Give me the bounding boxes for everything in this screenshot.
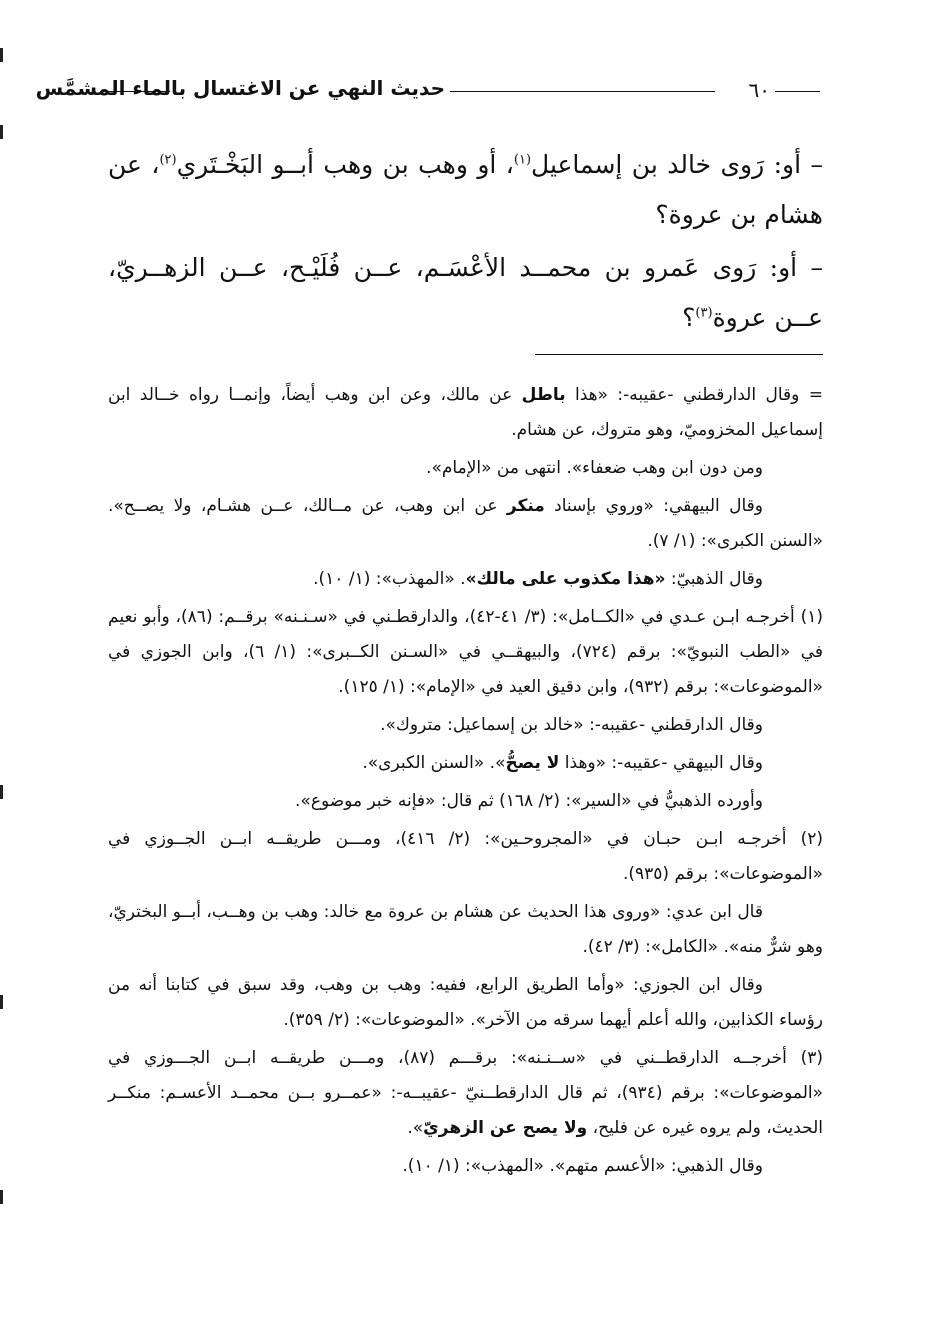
text-run: ». «السنن الكبرى». [362, 753, 506, 773]
text-run: وقال الذهبيّ: [665, 569, 763, 589]
bold-text: «هذا مكذوب على مالك» [465, 569, 666, 589]
text-run: = وقال الدارقطني -عقيبه-: «هذا [565, 385, 823, 405]
main-paragraph [108, 140, 823, 240]
text-run: ؟ [682, 303, 696, 332]
main-paragraph [108, 243, 823, 343]
text-run: – أو: رَوى خالد بن إسماعيل [531, 150, 824, 179]
footnote-paragraph: (١) أخرجـه ابـن عـدي في «الكــامل»: (٣/ ٤١-٤٢)، والدارقطـني في «سـنـنه» برقــم: (٨٦)، وأبو نعيم في «الطب النبويّ»: برقم (٧٢٤)، والبيهقــي في «السـنن الكــبرى»: (١/ ٦)، وابن الجوزي في «الموضوعات»: برقم (٩٣٢)، وابن دقيق العيد في «الإمام»: (١/ ١٢٥). [108, 607, 824, 697]
bold-text: ولا يصح عن الزهريّ [423, 1118, 588, 1138]
header-rule [450, 91, 715, 92]
footnote-paragraph [108, 746, 823, 781]
page-number: ٦٠ [748, 78, 770, 102]
text-run: – أو: رَوى عَمرو بن محمــد الأعْسَـم، عــن فُلَيْـح، عــن الزهــريّ، عــن عروة [108, 253, 823, 332]
footnote-paragraph [108, 1041, 823, 1146]
running-title: حديث النهي عن الاغتسال بالماء المشمَّس [35, 76, 445, 100]
footnote-separator [535, 354, 823, 355]
main-text [108, 140, 823, 346]
scan-edge-mark [0, 125, 3, 139]
running-header [35, 66, 830, 116]
text-run: . «المهذب»: (١/ ١٠). [313, 569, 466, 589]
text-run: ، عن هشام بن عروة؟ [108, 150, 823, 229]
footnote-paragraph: ومن دون ابن وهب ضعفاء». انتهى من «الإمام». [426, 458, 763, 478]
footnote-paragraph [108, 562, 823, 597]
footnote-paragraph [108, 489, 823, 559]
scan-edge-mark [0, 48, 3, 62]
scan-edge-mark [0, 1190, 3, 1204]
footnote-ref[interactable]: (٣) [695, 305, 713, 321]
scan-edge-mark [0, 995, 3, 1009]
bold-text: لا يصحُّ [505, 753, 560, 773]
footnote-paragraph: وأورده الذهبيُّ في «السير»: (٢/ ١٦٨) ثم قال: «فإنه خبر موضوع». [295, 791, 763, 811]
header-rule [100, 91, 170, 92]
text-run: وقال البيهقي -عقيبه-: «وهذا [559, 753, 763, 773]
footnote-paragraph [108, 378, 823, 448]
text-run: عن ابن وهب، عن مــالك، عــن هشـام، ولا يصــح». «السنن الكبرى»: (١/ ٧). [108, 496, 823, 551]
footnote-ref[interactable]: (١) [513, 152, 532, 168]
footnote-paragraph: (٢) أخرجـه ابـن حبـان في «المجروحـين»: (٢/ ٤١٦)، ومـــن طريقــه ابــن الجــوزي في «الموضوعات»: برقم (٩٣٥). [108, 829, 823, 884]
text-run: ، أو وهب بن وهب أبــو البَخْـتَري [176, 150, 514, 179]
text-run: ». [407, 1118, 424, 1138]
header-rule [775, 91, 820, 92]
footnote-ref[interactable]: (٢) [159, 152, 177, 168]
footnote-paragraph: وقال الذهبي: «الأعسم متهم». «المهذب»: (١/ ١٠). [402, 1156, 763, 1176]
footnote-paragraph: وقال الدارقطني -عقيبه-: «خالد بن إسماعيل: متروك». [380, 715, 763, 735]
footnotes [108, 378, 823, 1187]
scan-edge-mark [0, 785, 3, 799]
text-run: وقال البيهقي: «وروي بإسناد [544, 496, 763, 516]
bold-text: باطل [521, 385, 566, 405]
footnote-paragraph: قال ابن عدي: «وروى هذا الحديث عن هشام بن عروة مع خالد: وهب بن وهــب، أبــو البختريّ، وهو شرٌّ منه». «الكامل»: (٣/ ٤٢). [108, 902, 823, 957]
bold-text: منكر [506, 496, 545, 516]
footnote-paragraph: وقال ابن الجوزي: «وأما الطريق الرابع، ففيه: وهب بن وهب، وقد سبق في كتابنا أنه من رؤساء الكذابين، والله أعلم أيهما سرقه من الآخر». «الموضوعات»: (٢/ ٣٥٩). [108, 975, 823, 1030]
text-run: (٣) أخرجــه الدارقطــني في «ســنـنه»: برقـــم (٨٧)، ومـــن طريقــه ابــن الجـــوزي في «الموضوعات»: برقم (٩٣٤)، ثم قال الدارقطــنيّ -عقيبــه-: «عمــرو بــن محمــد الأعسـم: منكــر الحديث، ولم يروه غيره عن فليح، [108, 1048, 823, 1138]
text-run: عن مالك، وعن ابن وهب أيضاً، وإنمــا رواه خــالد ابن إسماعيل المخزوميّ، وهو متروك، عن هشام. [108, 385, 823, 440]
